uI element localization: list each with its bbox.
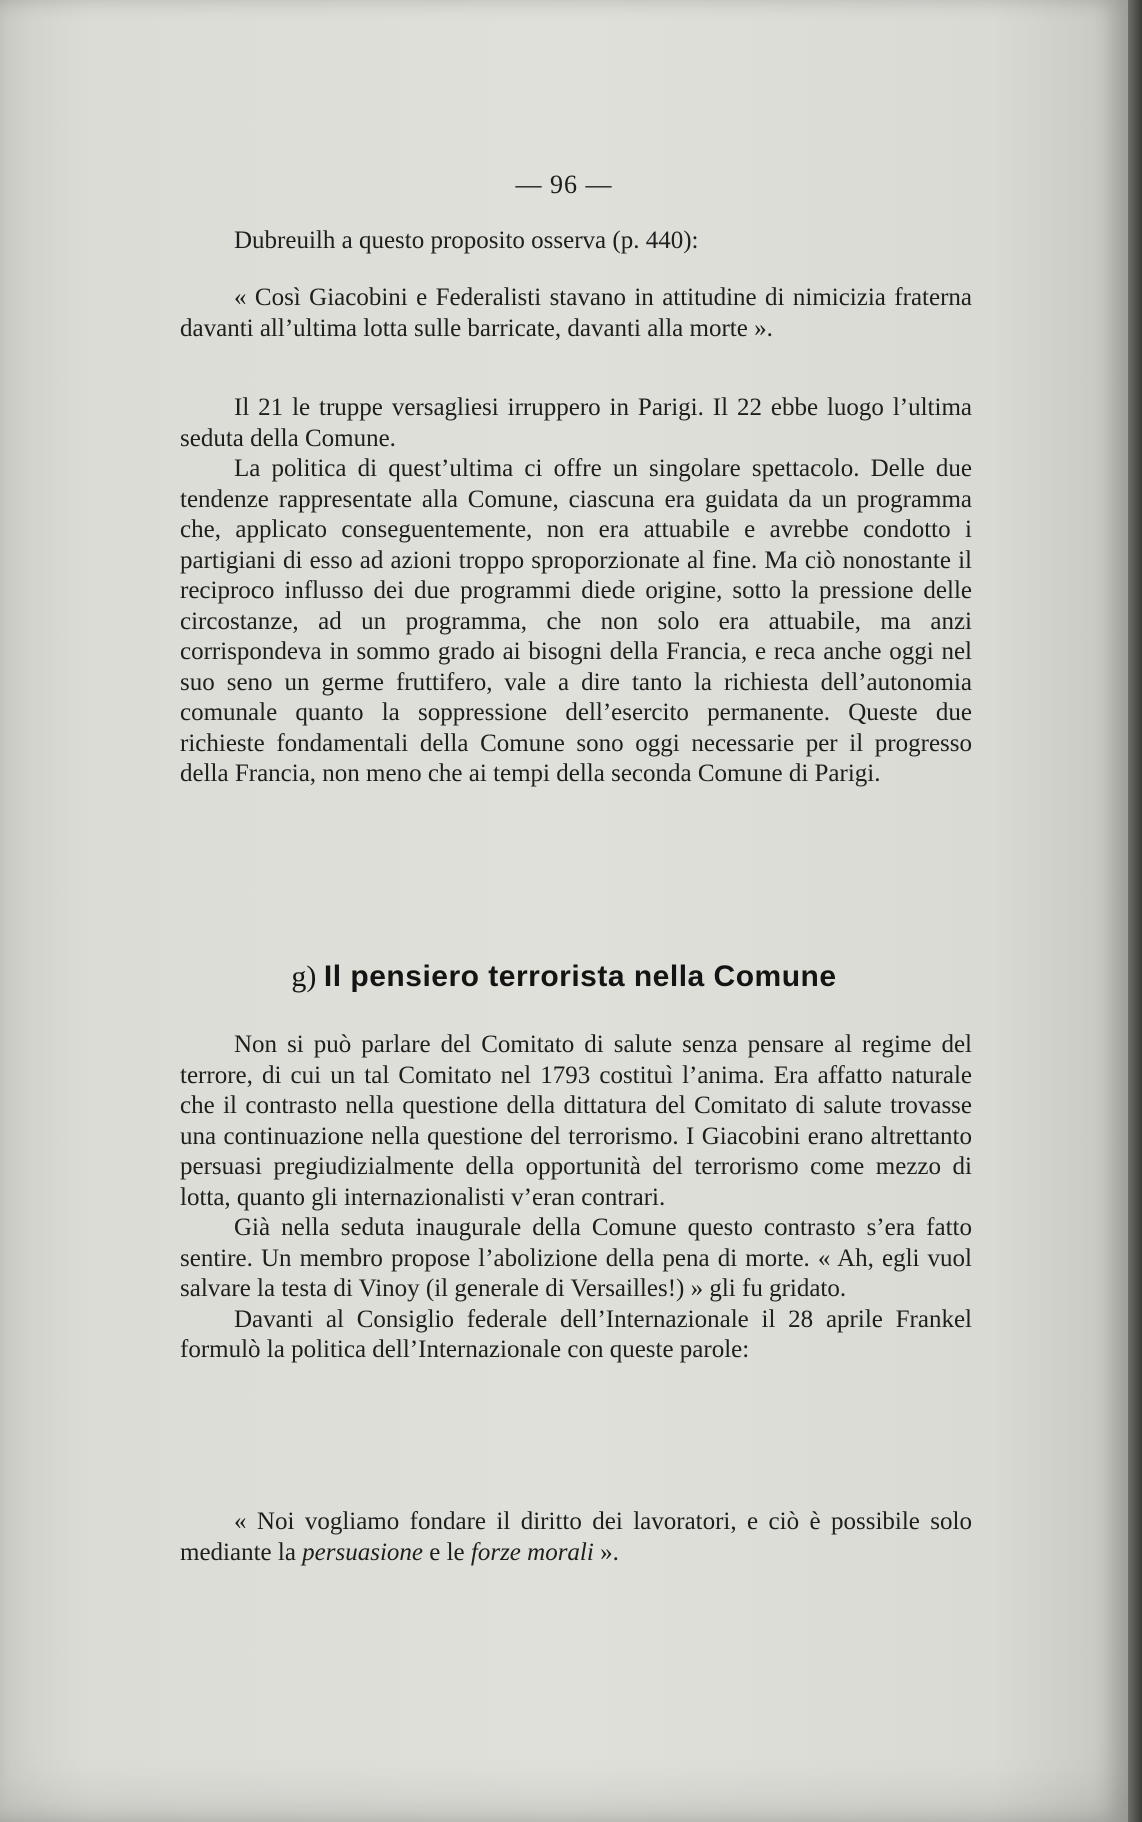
quote-paragraph-2 <box>180 1507 972 1568</box>
quote-2-emphasis-forze-morali: forze morali <box>470 1538 594 1566</box>
paragraph-5: Davanti al Consiglio federale dell’Internazionale il 28 aprile Frankel formulò la politica dell’Internazionale con queste parole: <box>180 1305 972 1363</box>
quote-2-middle: e le <box>423 1538 471 1566</box>
quote-2-emphasis-persuasione: persuasione <box>302 1538 423 1566</box>
intro-line: Dubreuilh a questo proposito osserva (p. 440): <box>234 227 699 254</box>
paragraph-1: Il 21 le truppe versagliesi irruppero in Parigi. Il 22 ebbe luogo l’ultima seduta della Comune. <box>180 394 972 452</box>
quote-2-before: « Noi vogliamo fondare il diritto dei lavoratori, e ciò è possibile solo mediante la <box>180 1508 972 1566</box>
page-edge-shadow <box>1128 0 1142 1822</box>
intro-block <box>180 226 972 257</box>
section-title: Il pensiero terrorista nella Comune <box>323 960 837 993</box>
quote-block-2 <box>180 1507 972 1568</box>
body-block-2 <box>180 1030 972 1366</box>
paragraph-3: Non si può parlare del Comitato di salute senza pensare al regime del terrore, di cui un tal Comitato nel 1793 costituì l’anima. Era affatto naturale che il contrasto nella questione della dittatura del Comitato di salute trovasse una continuazione nella questione del terrorismo. I Giacobini erano altrettanto persuasi pregiudizialmente della opportunità del terrorismo come mezzo di lotta, quanto gli internazionalisti v’eran contrari. <box>180 1031 972 1211</box>
quote-2-after: ». <box>593 1538 619 1566</box>
section-heading <box>0 960 1128 994</box>
page-number: — 96 — <box>515 170 613 199</box>
paragraph-4: Già nella seduta inaugurale della Comune questo contrasto s’era fatto sentire. Un membro propose l’abolizione della pena di morte. « Ah, egli vuol salvare la testa di Vinoy (il generale di Versailles!) » gli fu gridato. <box>180 1214 972 1302</box>
quote-block-1 <box>180 283 972 344</box>
paragraph-2: La politica di quest’ultima ci offre un singolare spettacolo. Delle due tendenze rappresentate alla Comune, ciascuna era guidata da un programma che, applicato conseguentemente, non era attuabile e avrebbe condotto i partigiani di esso ad azioni troppo sproporzionate al fine. Ma ciò nonostante il reciproco influsso dei due programmi diede origine, sotto la pressione delle circostanze, ad un programma, che non solo era attuabile, ma anzi corrispondeva in sommo grado ai bisogni della Francia, e reca anche oggi nel suo seno un germe fruttifero, vale a dire tanto la richiesta dell’autonomia comunale quanto la soppressione dell’esercito permanente. Queste due richieste fondamentali della Comune sono oggi necessarie per il progresso della Francia, non meno che ai tempi della seconda Comune di Parigi. <box>180 455 972 787</box>
section-letter: g) <box>291 960 317 993</box>
quote-paragraph-1: « Così Giacobini e Federalisti stavano in attitudine di nimicizia fraterna davanti all’ultima lotta sulle barricate, davanti alla morte ». <box>180 284 972 342</box>
body-block-1 <box>180 393 972 790</box>
